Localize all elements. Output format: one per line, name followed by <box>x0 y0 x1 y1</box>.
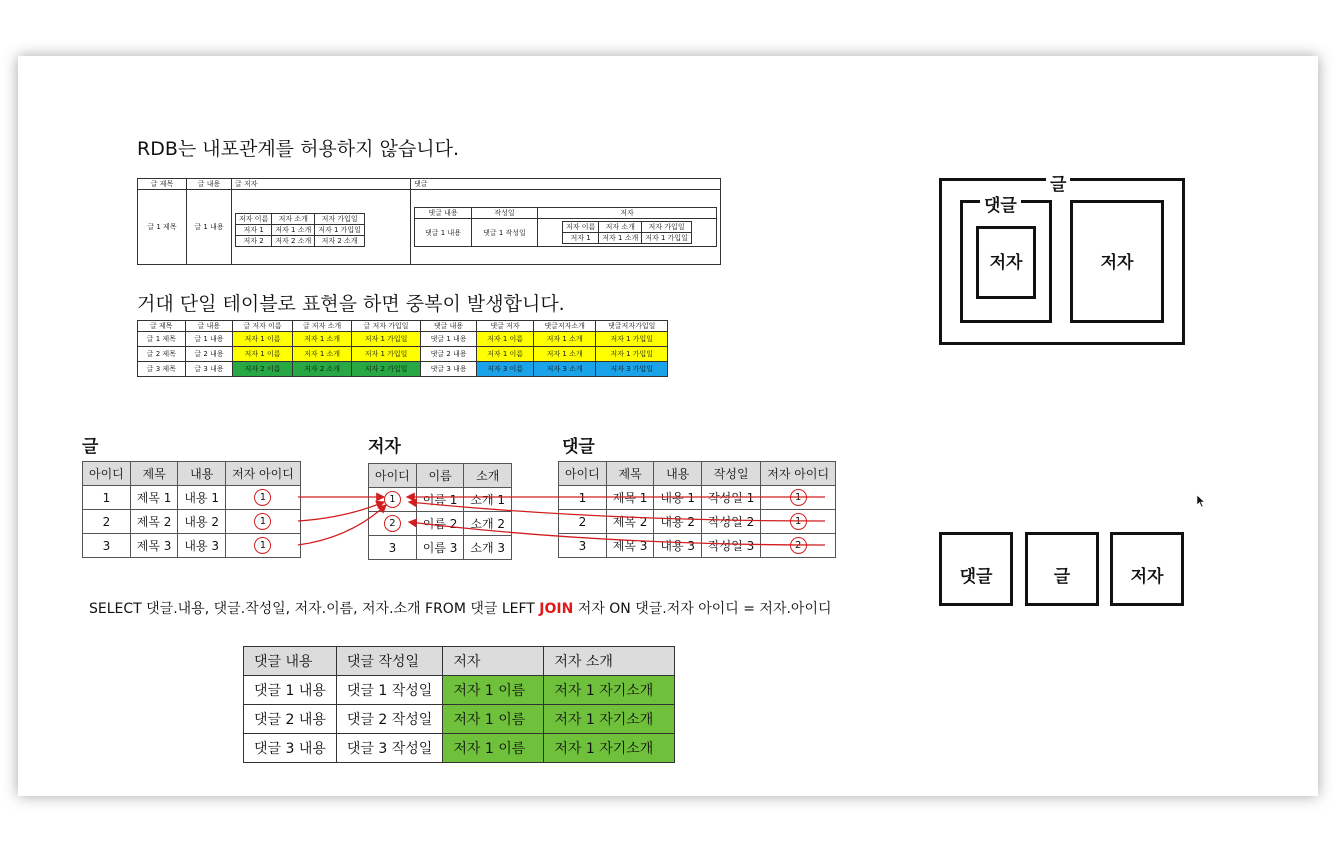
result-h: 저자 <box>443 647 544 676</box>
post-c: 2 <box>83 510 131 534</box>
comment-c: 제목 1 <box>606 486 654 510</box>
flat-c: 저자 1 이름 <box>477 332 534 347</box>
na-c: 저자 1 가입일 <box>315 225 365 236</box>
post-h: 제목 <box>130 462 178 486</box>
flat-c: 저자 1 소개 <box>292 332 352 347</box>
diagram-comment-label: 댓글 <box>980 191 1021 216</box>
flat-c: 저자 1 가입일 <box>352 332 420 347</box>
flat-h: 글 제목 <box>138 321 186 332</box>
flat-c: 댓글 2 내용 <box>420 347 477 362</box>
flat-box-post-label: 글 <box>1053 567 1071 587</box>
post-h: 아이디 <box>83 462 131 486</box>
flat-box-comment-label: 댓글 <box>959 567 993 587</box>
post-fk: 1 <box>254 489 271 506</box>
nca-h: 저자 이름 <box>562 222 598 233</box>
sql-after: 저자 ON 댓글.저자 아이디 = 저자.아이디 <box>573 601 832 617</box>
comment-c: 작성일 1 <box>702 486 761 510</box>
result-c: 저자 1 자기소개 <box>544 676 675 705</box>
nested-h-comment: 댓글 <box>411 179 721 190</box>
author-h: 이름 <box>416 464 464 488</box>
nc-h: 저자 <box>537 208 716 219</box>
nc-c: 댓글 1 작성일 <box>471 219 537 247</box>
result-c: 댓글 2 내용 <box>244 705 337 734</box>
author-c: 3 <box>369 536 417 560</box>
nested-h-title: 글 제목 <box>138 179 187 190</box>
comment-table-title: 댓글 <box>562 437 595 457</box>
flat-c: 저자 1 이름 <box>233 347 293 362</box>
flat-c: 저자 1 소개 <box>533 347 596 362</box>
author-pk: 1 <box>384 491 401 508</box>
arrow-post2-author1 <box>298 502 384 521</box>
result-c: 저자 1 이름 <box>443 734 544 763</box>
post-c: 제목 1 <box>130 486 178 510</box>
result-c: 저자 1 자기소개 <box>544 705 675 734</box>
nc-h: 댓글 내용 <box>415 208 472 219</box>
comment-c: 내용 1 <box>654 486 702 510</box>
flat-c: 저자 2 소개 <box>292 362 352 377</box>
post-c: 제목 2 <box>130 510 178 534</box>
result-table <box>243 646 675 763</box>
flat-h: 글 저자 가입일 <box>352 321 420 332</box>
comment-fk: 1 <box>790 489 807 506</box>
comment-c: 작성일 3 <box>702 534 761 558</box>
na-c: 저자 1 <box>236 225 272 236</box>
author-c: 소개 3 <box>464 536 512 560</box>
na-h: 저자 가입일 <box>315 214 365 225</box>
author-c: 이름 1 <box>416 488 464 512</box>
post-c: 제목 3 <box>130 534 178 558</box>
nca-h: 저자 가입일 <box>642 222 692 233</box>
comment-fk: 1 <box>790 513 807 530</box>
flat-c: 저자 2 이름 <box>233 362 293 377</box>
post-c: 1 <box>83 486 131 510</box>
flat-c: 댓글 3 내용 <box>420 362 477 377</box>
na-h: 저자 이름 <box>236 214 272 225</box>
comment-c: 3 <box>559 534 607 558</box>
flat-c: 글 3 제목 <box>138 362 186 377</box>
nested-h-content: 글 내용 <box>187 179 232 190</box>
flat-c: 댓글 1 내용 <box>420 332 477 347</box>
mouse-cursor-icon <box>1196 494 1206 508</box>
flat-h: 댓글 내용 <box>420 321 477 332</box>
result-c: 댓글 2 작성일 <box>336 705 442 734</box>
heading-duplication: 거대 단일 테이블로 표현을 하면 중복이 발생합니다. <box>137 293 565 315</box>
comment-c: 내용 2 <box>654 510 702 534</box>
comment-c: 제목 3 <box>606 534 654 558</box>
nested-r-title: 글 1 제목 <box>138 190 187 265</box>
author-c: 소개 2 <box>464 512 512 536</box>
result-c: 저자 1 이름 <box>443 676 544 705</box>
flat-c: 글 3 내용 <box>185 362 233 377</box>
post-h: 저자 아이디 <box>226 462 301 486</box>
arrow-comment3-author2 <box>409 522 825 545</box>
result-c: 댓글 3 작성일 <box>336 734 442 763</box>
flat-h: 댓글저자가입일 <box>596 321 668 332</box>
arrow-comment2-author1 <box>409 502 825 521</box>
flat-c: 글 1 내용 <box>185 332 233 347</box>
comment-c: 2 <box>559 510 607 534</box>
na-h: 저자 소개 <box>272 214 315 225</box>
comment-h: 제목 <box>606 462 654 486</box>
nca-c: 저자 1 <box>562 233 598 244</box>
nc-h: 작성일 <box>471 208 537 219</box>
comment-h: 내용 <box>654 462 702 486</box>
diagram-post-label: 글 <box>1046 170 1070 195</box>
result-h: 저자 소개 <box>544 647 675 676</box>
flat-h: 댓글저자소개 <box>533 321 596 332</box>
na-c: 저자 1 소개 <box>272 225 315 236</box>
flat-c: 저자 3 소개 <box>533 362 596 377</box>
result-h: 댓글 내용 <box>244 647 337 676</box>
author-h: 아이디 <box>369 464 417 488</box>
sql-before: SELECT 댓글.내용, 댓글.작성일, 저자.이름, 저자.소개 FROM 댓글 LEFT <box>89 601 540 617</box>
heading-nesting: RDB는 내포관계를 허용하지 않습니다. <box>137 138 459 160</box>
comment-c: 내용 3 <box>654 534 702 558</box>
diagram-inner-author-label: 저자 <box>989 253 1023 273</box>
flat-c: 저자 3 이름 <box>477 362 534 377</box>
na-c: 저자 2 소개 <box>272 236 315 247</box>
arrow-post3-author1 <box>298 505 386 545</box>
flat-c: 저자 1 소개 <box>292 347 352 362</box>
author-c: 이름 2 <box>416 512 464 536</box>
post-table-title: 글 <box>82 437 99 457</box>
comment-fk: 2 <box>790 537 807 554</box>
result-c: 저자 1 자기소개 <box>544 734 675 763</box>
flat-h: 댓글 저자 <box>477 321 534 332</box>
sql-query <box>89 598 832 618</box>
post-fk: 1 <box>254 513 271 530</box>
comment-c: 제목 2 <box>606 510 654 534</box>
result-c: 댓글 3 내용 <box>244 734 337 763</box>
comment-c: 작성일 2 <box>702 510 761 534</box>
flat-c: 저자 1 가입일 <box>352 347 420 362</box>
result-c: 댓글 1 작성일 <box>336 676 442 705</box>
post-h: 내용 <box>178 462 226 486</box>
nca-c: 저자 1 소개 <box>599 233 642 244</box>
nested-r-content: 글 1 내용 <box>187 190 232 265</box>
na-c: 저자 2 <box>236 236 272 247</box>
flat-c: 저자 1 가입일 <box>596 332 668 347</box>
comment-h: 작성일 <box>702 462 761 486</box>
na-c: 저자 2 소개 <box>315 236 365 247</box>
author-table-title: 저자 <box>368 437 401 457</box>
flat-h: 글 저자 이름 <box>233 321 293 332</box>
flat-c: 글 2 내용 <box>185 347 233 362</box>
author-h: 소개 <box>464 464 512 488</box>
nca-c: 저자 1 가입일 <box>642 233 692 244</box>
flat-c: 저자 3 가입일 <box>596 362 668 377</box>
post-fk: 1 <box>254 537 271 554</box>
author-pk: 2 <box>384 515 401 532</box>
comment-c: 1 <box>559 486 607 510</box>
flat-c: 저자 1 이름 <box>233 332 293 347</box>
nca-h: 저자 소개 <box>599 222 642 233</box>
result-c: 저자 1 이름 <box>443 705 544 734</box>
comment-h: 아이디 <box>559 462 607 486</box>
author-c: 이름 3 <box>416 536 464 560</box>
flat-c: 저자 1 가입일 <box>596 347 668 362</box>
result-h: 댓글 작성일 <box>336 647 442 676</box>
nc-c: 댓글 1 내용 <box>415 219 472 247</box>
flat-box-author-label: 저자 <box>1130 567 1164 587</box>
author-c: 소개 1 <box>464 488 512 512</box>
flat-c: 글 1 제목 <box>138 332 186 347</box>
flat-c: 저자 2 가입일 <box>352 362 420 377</box>
diagram-right-author-label: 저자 <box>1100 253 1134 273</box>
flat-h: 글 내용 <box>185 321 233 332</box>
post-c: 내용 2 <box>178 510 226 534</box>
comment-h: 저자 아이디 <box>761 462 836 486</box>
flat-c: 저자 1 소개 <box>533 332 596 347</box>
nested-h-author: 글 저자 <box>232 179 411 190</box>
flat-c: 글 2 제목 <box>138 347 186 362</box>
post-c: 내용 3 <box>178 534 226 558</box>
flat-h: 글 저자 소개 <box>292 321 352 332</box>
post-c: 3 <box>83 534 131 558</box>
flat-c: 저자 1 이름 <box>477 347 534 362</box>
result-c: 댓글 1 내용 <box>244 676 337 705</box>
post-c: 내용 1 <box>178 486 226 510</box>
sql-join-keyword: JOIN <box>539 601 574 617</box>
